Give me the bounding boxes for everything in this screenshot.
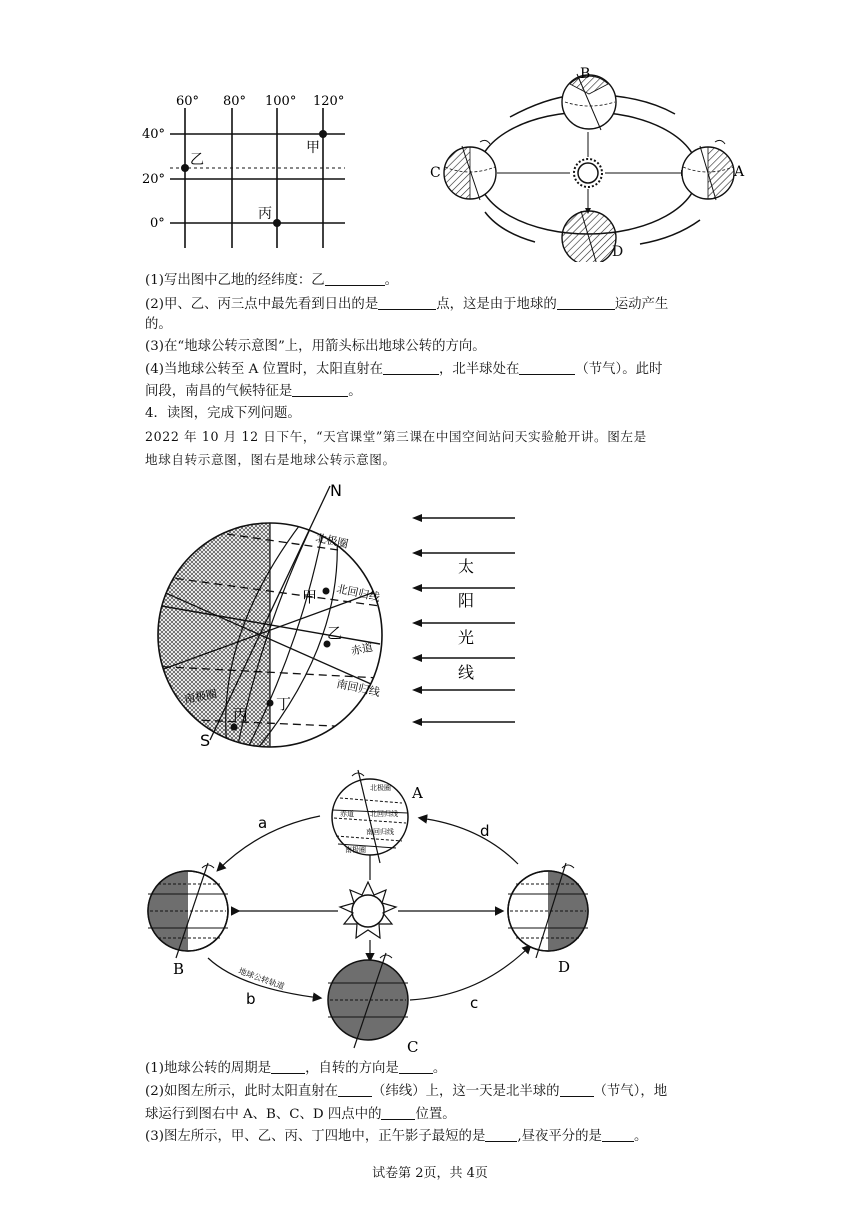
globe-a-cancer: 北回归线 (370, 810, 398, 818)
globe-d (562, 211, 616, 262)
orbit1-label-d: D (612, 244, 624, 260)
north-pole-label: N (330, 481, 342, 500)
lon-label-100: 100° (265, 94, 297, 109)
answer-blank[interactable] (338, 1083, 372, 1097)
equator-label: 赤道 (349, 640, 375, 658)
answer-blank[interactable] (383, 361, 439, 375)
q4-line-2: (2)如图左所示，此时太阳直射在 （纬线）上，这一天是北半球的 （节气），地 (145, 1084, 668, 1099)
q4-title: 4．读图，完成下列问题。 (145, 406, 301, 421)
point-jia-dot (323, 588, 330, 595)
sun-icon (340, 882, 396, 938)
q3-line-2-cont: 的。 (145, 317, 172, 332)
lat-label-40: 40° (142, 127, 166, 142)
lat-label-20: 20° (142, 172, 166, 187)
point-jia-label: 甲 (302, 588, 318, 606)
globe-a-arctic: 北极圈 (370, 784, 391, 792)
rotation-figure (140, 478, 540, 753)
south-pole-label: S (200, 731, 211, 750)
tropic-cancer-label: 北回归线 (335, 582, 382, 605)
point-yi-label: 乙 (190, 152, 204, 168)
point-jia-label: 甲 (306, 140, 320, 156)
point-bing-dot (273, 219, 281, 227)
lon-label-80: 80° (223, 94, 247, 109)
orbit2-pos-a: A (412, 784, 423, 802)
revolution-figure-2 (140, 768, 600, 1058)
point-ding-label: 丁 (276, 695, 292, 713)
q3-line-4: (4)当地球公转至 A 位置时，太阳直射在 ，北半球处在 （节气）。此时 (145, 362, 663, 377)
lon-label-120: 120° (313, 94, 345, 109)
lat-label-0: 0° (150, 216, 165, 231)
q3-line-1: (1)写出图中乙地的经纬度：乙 。 (145, 273, 399, 288)
point-ding-dot (267, 700, 274, 707)
answer-blank[interactable] (381, 1106, 415, 1120)
orbit2-arrow-b: b (246, 990, 256, 1008)
lon-label-60: 60° (176, 94, 200, 109)
orbit1-label-a: A (734, 164, 745, 180)
revolution-figure-1 (425, 62, 755, 262)
orbit2-arrow-a: a (258, 814, 268, 832)
point-bing-label: 丙 (258, 206, 272, 222)
point-jia-dot (319, 130, 327, 138)
answer-blank[interactable] (557, 296, 615, 310)
sun-icon (574, 159, 602, 187)
answer-blank[interactable] (519, 361, 575, 375)
answer-blank[interactable] (399, 1060, 433, 1074)
globe-a (332, 770, 408, 863)
lat-long-grid-figure (140, 88, 360, 258)
orbit1-label-b: B (580, 66, 591, 82)
globe-a-equator: 赤道 (340, 810, 354, 818)
arctic-circle-label: 北极圈 (314, 531, 350, 551)
globe-b (148, 863, 228, 958)
globe-b (562, 74, 616, 130)
q4-intro-line-2: 地球自转示意图，图右是地球公转示意图。 (145, 452, 396, 467)
orbit1-label-c: C (430, 165, 441, 181)
globe-c (328, 953, 408, 1048)
antarctic-circle-label: 南极圈 (183, 687, 219, 706)
page-footer: 试卷第 2页，共 4页 (372, 1166, 488, 1181)
q4-line-1: (1)地球公转的周期是 ，自转的方向是 。 (145, 1061, 447, 1076)
orbit-track-label: 地球公转轨道 (237, 966, 286, 992)
sunlight-char-4: 线 (458, 663, 475, 682)
answer-blank[interactable] (485, 1128, 517, 1142)
sunlight-arrows (420, 518, 515, 722)
sunlight-char-1: 太 (458, 557, 475, 576)
q3-line-3: (3)在“地球公转示意图”上，用箭头标出地球公转的方向。 (145, 339, 486, 354)
answer-blank[interactable] (560, 1083, 594, 1097)
q3-line-2: (2)甲、乙、丙三点中最先看到日出的是 点，这是由于地球的 运动产生 (145, 297, 669, 312)
answer-blank[interactable] (325, 272, 385, 286)
point-bing-dot (231, 724, 238, 731)
point-yi-dot (181, 164, 189, 172)
globe-c (444, 140, 496, 200)
q3-line-4-cont: 间段，南昌的气候特征是 。 (145, 384, 362, 399)
orbit2-pos-c: C (407, 1038, 419, 1056)
answer-blank[interactable] (378, 296, 436, 310)
answer-blank[interactable] (602, 1128, 634, 1142)
sunlight-char-3: 光 (458, 628, 475, 647)
point-bing-label: 丙 (233, 706, 249, 724)
point-yi-label: 乙 (327, 624, 343, 642)
sunlight-char-2: 阳 (458, 591, 475, 610)
globe-a-capricorn: 南回归线 (366, 828, 394, 836)
answer-blank[interactable] (271, 1060, 305, 1074)
orbit2-pos-b: B (173, 960, 185, 978)
tropic-capricorn-label: 南回归线 (335, 677, 382, 700)
answer-blank[interactable] (292, 383, 348, 397)
orbit2-pos-d: D (558, 958, 571, 976)
orbit2-arrow-d: d (480, 822, 490, 840)
orbit2-arrow-c: c (470, 994, 479, 1012)
globe-a-antarctic: 南极圈 (345, 846, 366, 854)
q4-line-2-cont: 球运行到图右中 A、B、C、D 四点中的 位置。 (145, 1107, 456, 1122)
globe-d (508, 863, 588, 958)
q4-intro-line-1: 2022 年 10 月 12 日下午，“天宫课堂”第三课在中国空间站问天实验舱开讲。图左是 (145, 429, 647, 444)
q4-line-3: (3)图左所示，甲、乙、丙、丁四地中，正午影子最短的是 ,昼夜平分的是 。 (145, 1129, 648, 1144)
